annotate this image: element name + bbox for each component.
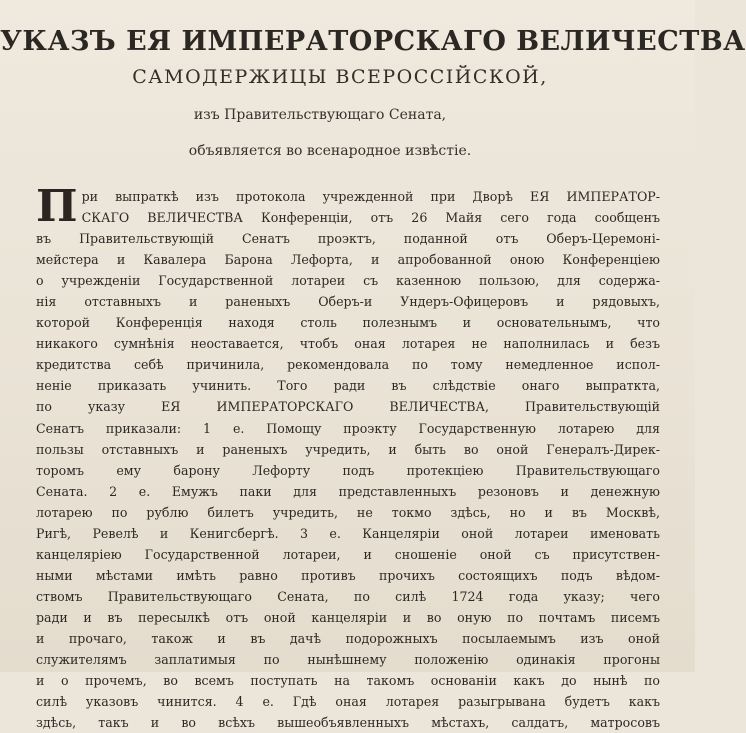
text-line: пользы отставныхъ и раненыхъ учредить, и быть во оной Генералъ-Дирек- [36, 441, 660, 457]
decree-announcement: объявляется во всенародное извѣстіе. [188, 143, 472, 159]
text-line: Сената. 2 е. Емужъ паки для представленныхъ резоновъ и денежную [36, 483, 660, 499]
text-line: и о прочемъ, во всемъ поступать на такомъ основаніи какъ до нынѣ по [36, 673, 660, 689]
text-line: никакого сумнѣнія неоставается, чтобъ оная лотарея не наполнилась и безъ [36, 336, 660, 352]
text-line: канцеляріею Государственной лотареи, и сношеніе оной съ присутствен- [36, 546, 660, 562]
text-line: въ Правительствующій Сенатъ проэктъ, поданной отъ Оберъ-Церемоні- [36, 231, 660, 247]
text-line: лотарею по рублю билетъ учредить, не токмо здѣсь, но и въ Москвѣ, [36, 504, 660, 520]
text-line: здѣсь, такъ и во всѣхъ вышеобъявленныхъ мѣстахъ, салдатъ, матросовъ [36, 715, 660, 731]
text-line: по указу ЕЯ ИМПЕРАТОРСКАГО ВЕЛИЧЕСТВА, Правительствующій [36, 399, 660, 415]
decree-body [36, 181, 660, 733]
text-line: СКАГО ВЕЛИЧЕСТВА Конференціи, отъ 26 Майя сего года сообщенъ [81, 210, 660, 226]
text-line: мейстера и Кавалера Барона Лефорта, и апробованной оною Конференціею [36, 252, 660, 268]
text-line: ными мѣстами имѣть равно противъ прочихъ состоящихъ подъ вѣдом- [36, 567, 660, 583]
decree-title: УКАЗЪ ЕЯ ИМПЕРАТОРСКАГО ВЕЛИЧЕСТВА [0, 26, 746, 57]
text-line: Ригѣ, Ревелѣ и Кенигсбергѣ. 3 е. Канцеляріи оной лотареи именовать [36, 525, 660, 541]
text-line: и прочаго, також и въ дачѣ подорожныхъ посылаемымъ изъ оной [36, 630, 660, 646]
text-line: Сенатъ приказали: 1 е. Помощу проэкту Государственную лотарею для [36, 420, 660, 436]
text-line: ри выпраткѣ изъ протокола учрежденной при Дворѣ ЕЯ ИМПЕРАТОР- [81, 189, 660, 204]
text-line: неніе приказать учинить. Того ради въ слѣдствіе онаго выпраткта, [36, 378, 660, 394]
text-line: кредитства себѣ причинила, рекомендовала по тому немедленное испол- [36, 357, 660, 373]
text-line: служителямъ заплатимыя по нынѣшнему положенію одинакія прогоны [36, 652, 660, 668]
text-line: нія отставныхъ и раненыхъ Оберъ-и Ундеръ-Офицеровъ и рядовыхъ, [36, 294, 660, 310]
decree-subtitle: САМОДЕРЖИЦЫ ВСЕРОССІЙСКОЙ, [132, 66, 548, 88]
text-line: о учрежденіи Государственной лотареи съ казенною пользою, для содержа- [36, 273, 660, 289]
text-line: силѣ указовъ чинится. 4 е. Гдѣ оная лотарея разыгрывана будетъ какъ [36, 694, 660, 710]
text-line: торомъ ему барону Лефорту подъ протекціею Правительствующаго [36, 462, 660, 478]
drop-cap: П [36, 181, 78, 232]
text-line: ствомъ Правительствующаго Сената, по силѣ 1724 года указу; чего [36, 588, 660, 604]
text-line: которой Конференція находя столь полезнымъ и основательнымъ, что [36, 315, 660, 331]
text-line: ради и въ пересылкѣ отъ оной канцеляріи и во оную по почтамъ писемъ [36, 609, 660, 625]
decree-source: изъ Правительствующаго Сената, [193, 107, 447, 123]
